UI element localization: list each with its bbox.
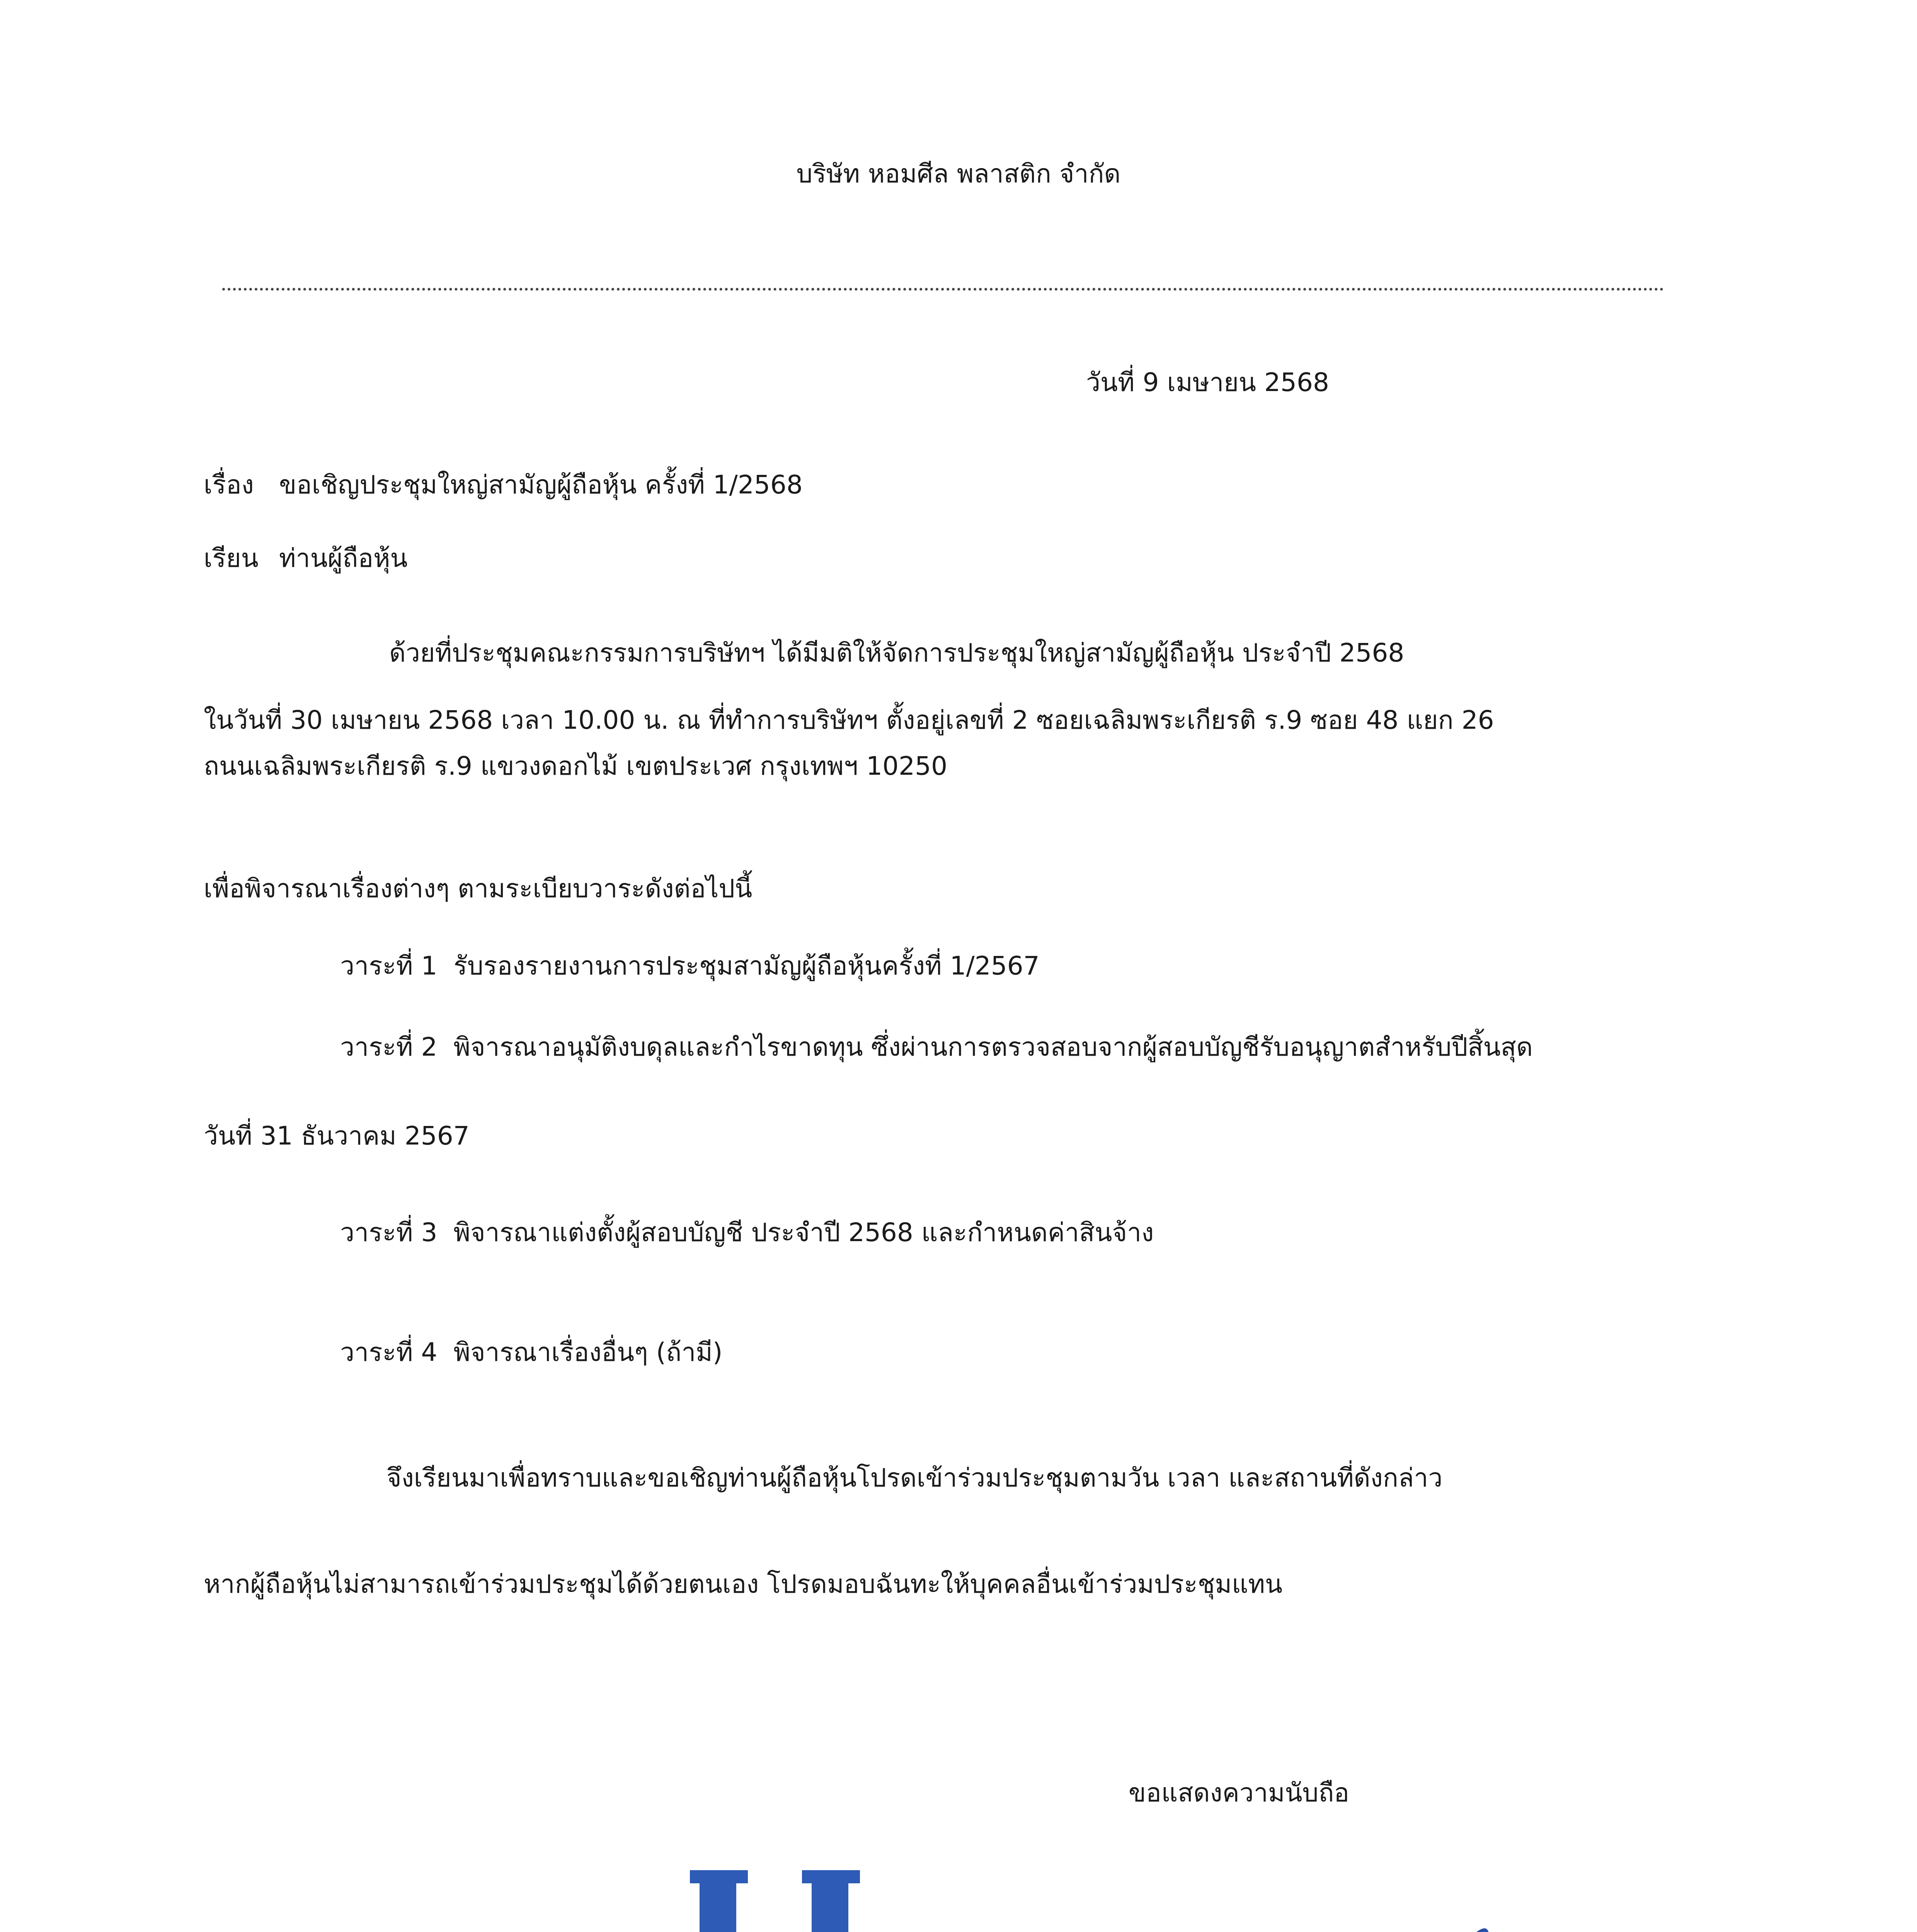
subject-text: ขอเชิญประชุมใหญ่สามัญผู้ถือหุ้น ครั้งที่ 1/2568 <box>279 470 803 500</box>
recipient-text: ท่านผู้ถือหุ้น <box>279 543 408 573</box>
intro-line-2: ในวันที่ 30 เมษายน 2568 เวลา 10.00 น. ณ ที่ทำการบริษัทฯ ตั้งอยู่เลขที่ 2 ซอยเฉลิมพระเกียรติ ร.9 ซอย 48 แยก 26 <box>204 705 1494 735</box>
agenda-item-4 <box>340 1337 723 1367</box>
agenda-text: พิจารณาแต่งตั้งผู้สอบบัญชี ประจำปี 2568 และกำหนดค่าสินจ้าง <box>453 1218 1154 1247</box>
agenda-text: รับรองรายงานการประชุมสามัญผู้ถือหุ้นครั้งที่ 1/2567 <box>453 951 1040 981</box>
agenda-item-2-continuation: วันที่ 31 ธันวาคม 2567 <box>204 1121 470 1151</box>
intro-line-1: ด้วยที่ประชุมคณะกรรมการบริษัทฯ ได้มีมติให้จัดการประชุมใหญ่สามัญผู้ถือหุ้น ประจำปี 2568 <box>389 638 1405 668</box>
invitation-line-2: หากผู้ถือหุ้นไม่สามารถเข้าร่วมประชุมได้ด้วยตนเอง โปรดมอบฉันทะให้บุคคลอื่นเข้าร่วมประชุมแทน <box>204 1569 1283 1599</box>
agenda-text: พิจารณาอนุมัติงบดุลและกำไรขาดทุน ซึ่งผ่านการตรวจสอบจากผู้สอบบัญชีรับอนุญาตสำหรับปีสิ้นสุด <box>453 1032 1533 1062</box>
seal-h-logo <box>690 1870 860 1932</box>
company-header: บริษัท หอมศีล พลาสติก จำกัด <box>796 159 1121 189</box>
subject-label: เรื่อง <box>204 470 254 500</box>
intro-line-3: ถนนเฉลิมพระเกียรติ ร.9 แขวงดอกไม้ เขตประเวศ กรุงเทพฯ 10250 <box>204 751 948 781</box>
agenda-label: วาระที่ 3 <box>340 1218 438 1247</box>
agenda-label: วาระที่ 1 <box>340 951 438 981</box>
invitation-line-1: จึงเรียนมาเพื่อทราบและขอเชิญท่านผู้ถือหุ้นโปรดเข้าร่วมประชุมตามวัน เวลา และสถานที่ดังกล่าว <box>386 1463 1443 1493</box>
recipient-label: เรียน <box>204 543 259 573</box>
agenda-item-2 <box>340 1032 1533 1062</box>
intro-paragraph <box>204 638 1711 782</box>
agenda-label: วาระที่ 2 <box>340 1032 438 1062</box>
company-seal <box>607 1862 978 1932</box>
header-divider <box>222 288 1664 291</box>
agenda-label: วาระที่ 4 <box>340 1337 438 1367</box>
closing-salutation: ขอแสดงความนับถือ <box>1129 1778 1350 1808</box>
agenda-item-3 <box>340 1217 1154 1248</box>
subject-line <box>204 469 803 500</box>
purpose-line: เพื่อพิจารณาเรื่องต่างๆ ตามระเบียบวาระดังต่อไปนี้ <box>204 874 752 903</box>
handwritten-signature <box>1102 1917 1619 1932</box>
agenda-text: พิจารณาเรื่องอื่นๆ (ถ้ามี) <box>453 1337 723 1367</box>
recipient-line <box>204 543 408 573</box>
agenda-item-1 <box>340 951 1040 981</box>
letter-date: วันที่ 9 เมษายน 2568 <box>1086 367 1329 397</box>
